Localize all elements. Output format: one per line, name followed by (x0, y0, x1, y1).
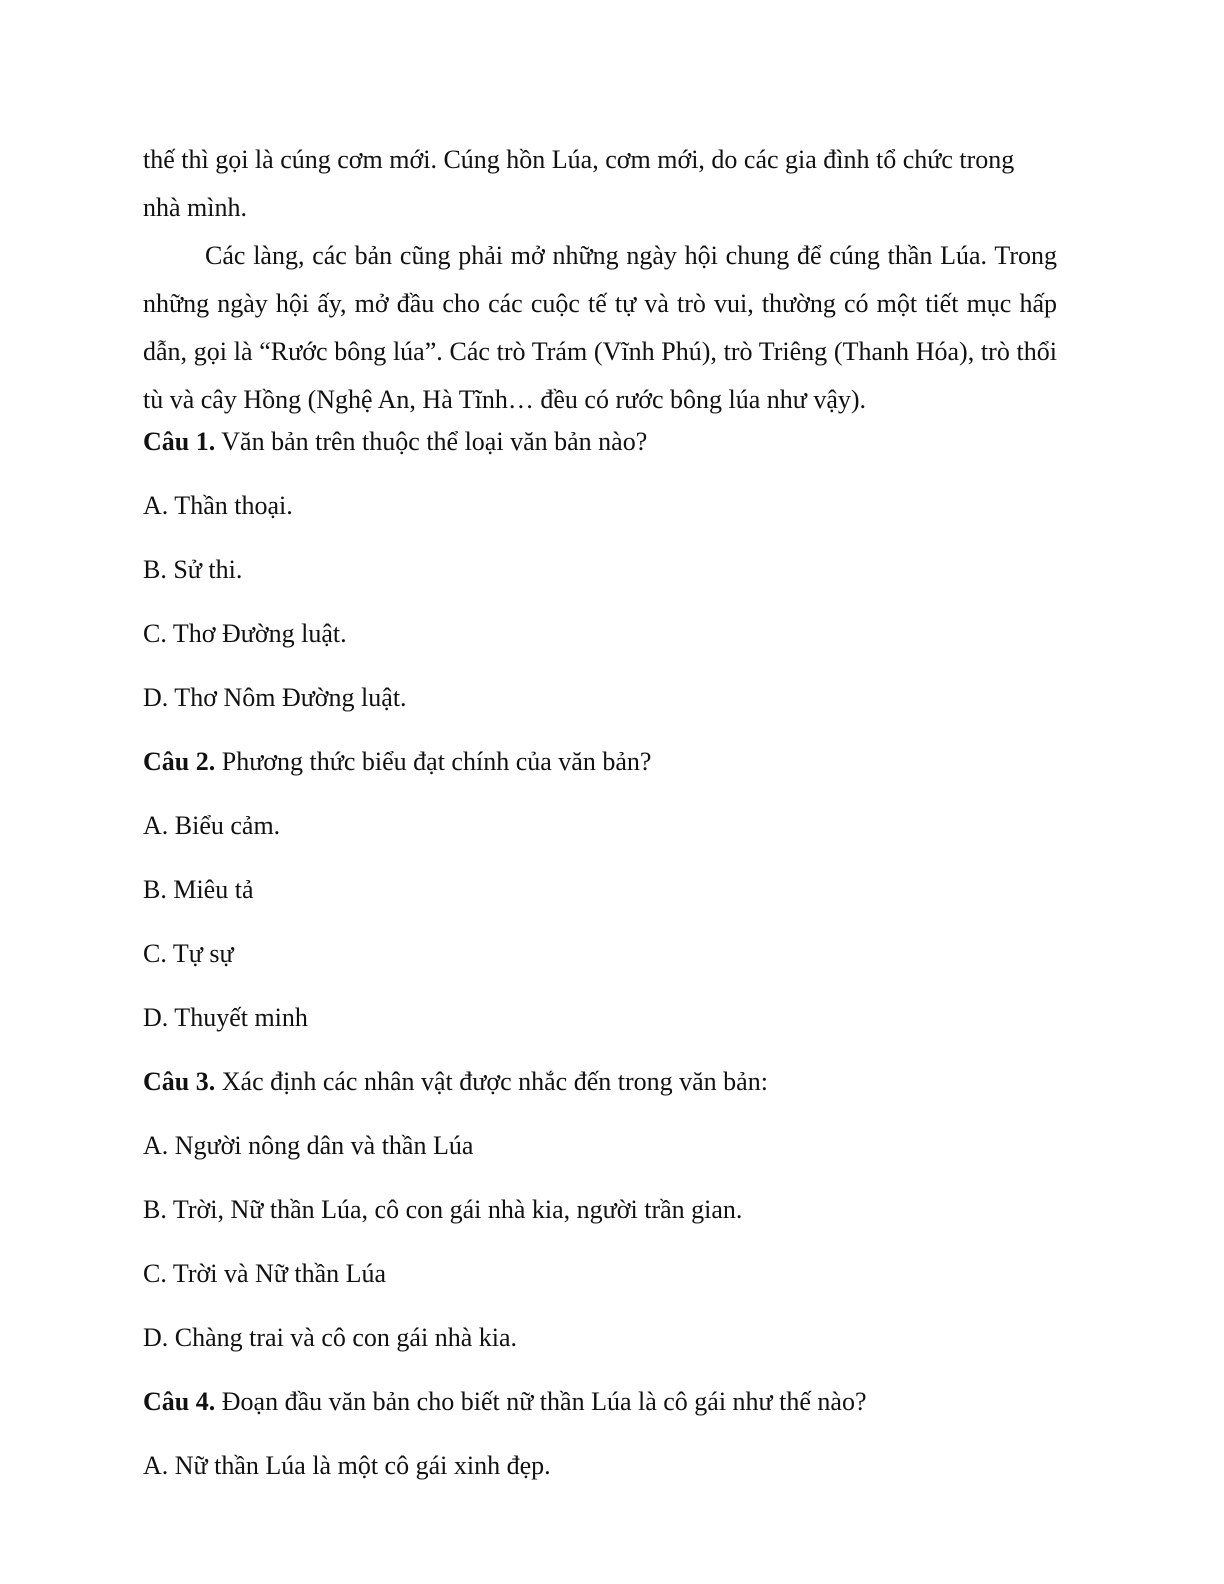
question-3-option-c: C. Trời và Nữ thần Lúa (143, 1259, 387, 1288)
question-2 (143, 744, 1057, 780)
question-3-option-d: D. Chàng trai và cô con gái nhà kia. (143, 1323, 517, 1352)
question-2-option-c: C. Tự sự (143, 939, 234, 968)
question-2-text: Phương thức biểu đạt chính của văn bản? (215, 747, 652, 776)
question-4 (143, 1384, 1057, 1420)
question-3-text: Xác định các nhân vật được nhắc đến trong văn bản: (215, 1067, 768, 1096)
passage-paragraph-2: Các làng, các bản cũng phải mở những ngày hội chung để cúng thần Lúa. Trong những ngày hội ấy, mở đầu cho các cuộc tế tự và trò vui, thường có một tiết mục hấp dẫn, gọi là “Rước bông lúa”. Các trò Trám (Vĩnh Phú), trò Triêng (Thanh Hóa), trò thổi tù và cây Hồng (Nghệ An, Hà Tĩnh… đều có rước bông lúa như vậy). (143, 241, 1057, 414)
question-1-text: Văn bản trên thuộc thể loại văn bản nào? (215, 427, 648, 456)
question-3-option-a: A. Người nông dân và thần Lúa (143, 1131, 474, 1160)
question-4-text: Đoạn đầu văn bản cho biết nữ thần Lúa là cô gái như thế nào? (215, 1387, 867, 1416)
passage-paragraph-1: thế thì gọi là cúng cơm mới. Cúng hồn Lúa, cơm mới, do các gia đình tổ chức trong nhà mình. (143, 145, 1015, 222)
question-1-option-b: B. Sử thi. (143, 555, 243, 584)
question-2-option-b: B. Miêu tả (143, 875, 254, 904)
document-page (143, 136, 1057, 1484)
question-2-option-d: D. Thuyết minh (143, 1003, 308, 1032)
question-1 (143, 424, 1057, 460)
question-4-option-a: A. Nữ thần Lúa là một cô gái xinh đẹp. (143, 1451, 551, 1480)
question-3-number: Câu 3. (143, 1067, 216, 1096)
question-1-option-c: C. Thơ Đường luật. (143, 619, 347, 648)
question-1-option-d: D. Thơ Nôm Đường luật. (143, 683, 407, 712)
question-2-number: Câu 2. (143, 747, 216, 776)
question-2-option-a: A. Biểu cảm. (143, 811, 281, 840)
question-1-number: Câu 1. (143, 427, 216, 456)
question-4-number: Câu 4. (143, 1387, 216, 1416)
question-3-option-b: B. Trời, Nữ thần Lúa, cô con gái nhà kia, người trần gian. (143, 1195, 743, 1224)
question-3 (143, 1064, 1057, 1100)
question-1-option-a: A. Thần thoại. (143, 491, 293, 520)
